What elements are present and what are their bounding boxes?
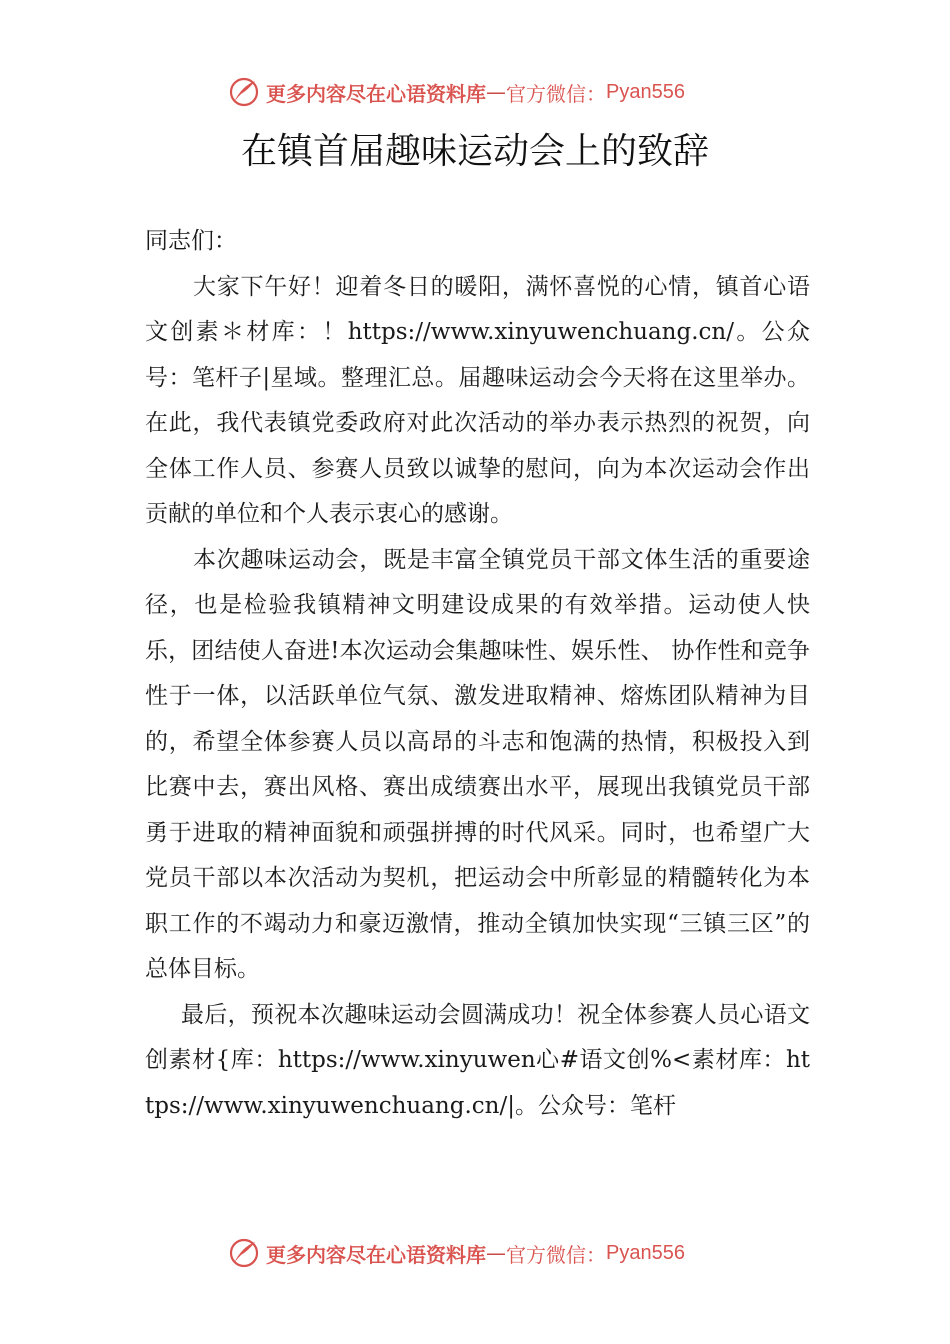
salutation: 同志们： [145,228,237,254]
brand-logo-icon [228,76,260,108]
document-body [145,219,810,1129]
footer-watermark-banner [228,1236,685,1270]
body-paragraph-3: 最后，预祝本次趣味运动会圆满成功！祝全体参赛人员心语文创素材{库：https://www.xinyuwen心#语文创%<素材库：https://www.xinyuwenchuang.cn/|。公众号：笔杆 [145,1001,810,1119]
banner-wechat-label: 官方微信： [506,1242,606,1267]
banner-dash: — [486,1241,506,1265]
banner-wechat-id: Pyan556 [606,80,685,103]
header-watermark-banner [228,75,685,109]
body-paragraph-1: 大家下午好！迎着冬日的暖阳，满怀喜悦的心情，镇首心语文创素＊材库：！https://www.xinyuwenchuang.cn/。公众号：笔杆子|星域。整理汇总。届趣味运动会今天将在这里举办。在此，我代表镇党委政府对此次活动的举办表示热烈的祝贺，向全体工作人员、参赛人员致以诚挚的慰问，向为本次运动会作出贡献的单位和个人表示衷心的感谢。 [145,273,810,527]
body-paragraph-2: 本次趣味运动会，既是丰富全镇党员干部文体生活的重要途径，也是检验我镇精神文明建设成果的有效举措。运动使人快乐，团结使人奋进!本次运动会集趣味性、娱乐性、 协作性和竞争性于一体，以活跃单位气氛、激发进取精神、熔炼团队精神为目的，希望全体参赛人员以高昂的斗志和饱满的热情，积极投入到比赛中去，赛出风格、赛出成绩赛出水平，展现出我镇党员干部勇于进取的精神面貌和顽强拼搏的时代风采。同时，也希望广大党员干部以本次活动为契机，把运动会中所彰显的精髓转化为本职工作的不竭动力和豪迈激情，推动全镇加快实现“三镇三区”的总体目标。 [145,546,810,982]
banner-wechat-label: 官方微信： [506,81,606,106]
brand-logo-icon [228,1237,260,1269]
banner-dash: — [486,80,506,104]
banner-main-text: 更多内容尽在心语资料库 [266,81,486,106]
banner-main-text: 更多内容尽在心语资料库 [266,1242,486,1267]
document-title: 在镇首届趣味运动会上的致辞 [240,131,709,172]
banner-wechat-id: Pyan556 [606,1241,685,1264]
